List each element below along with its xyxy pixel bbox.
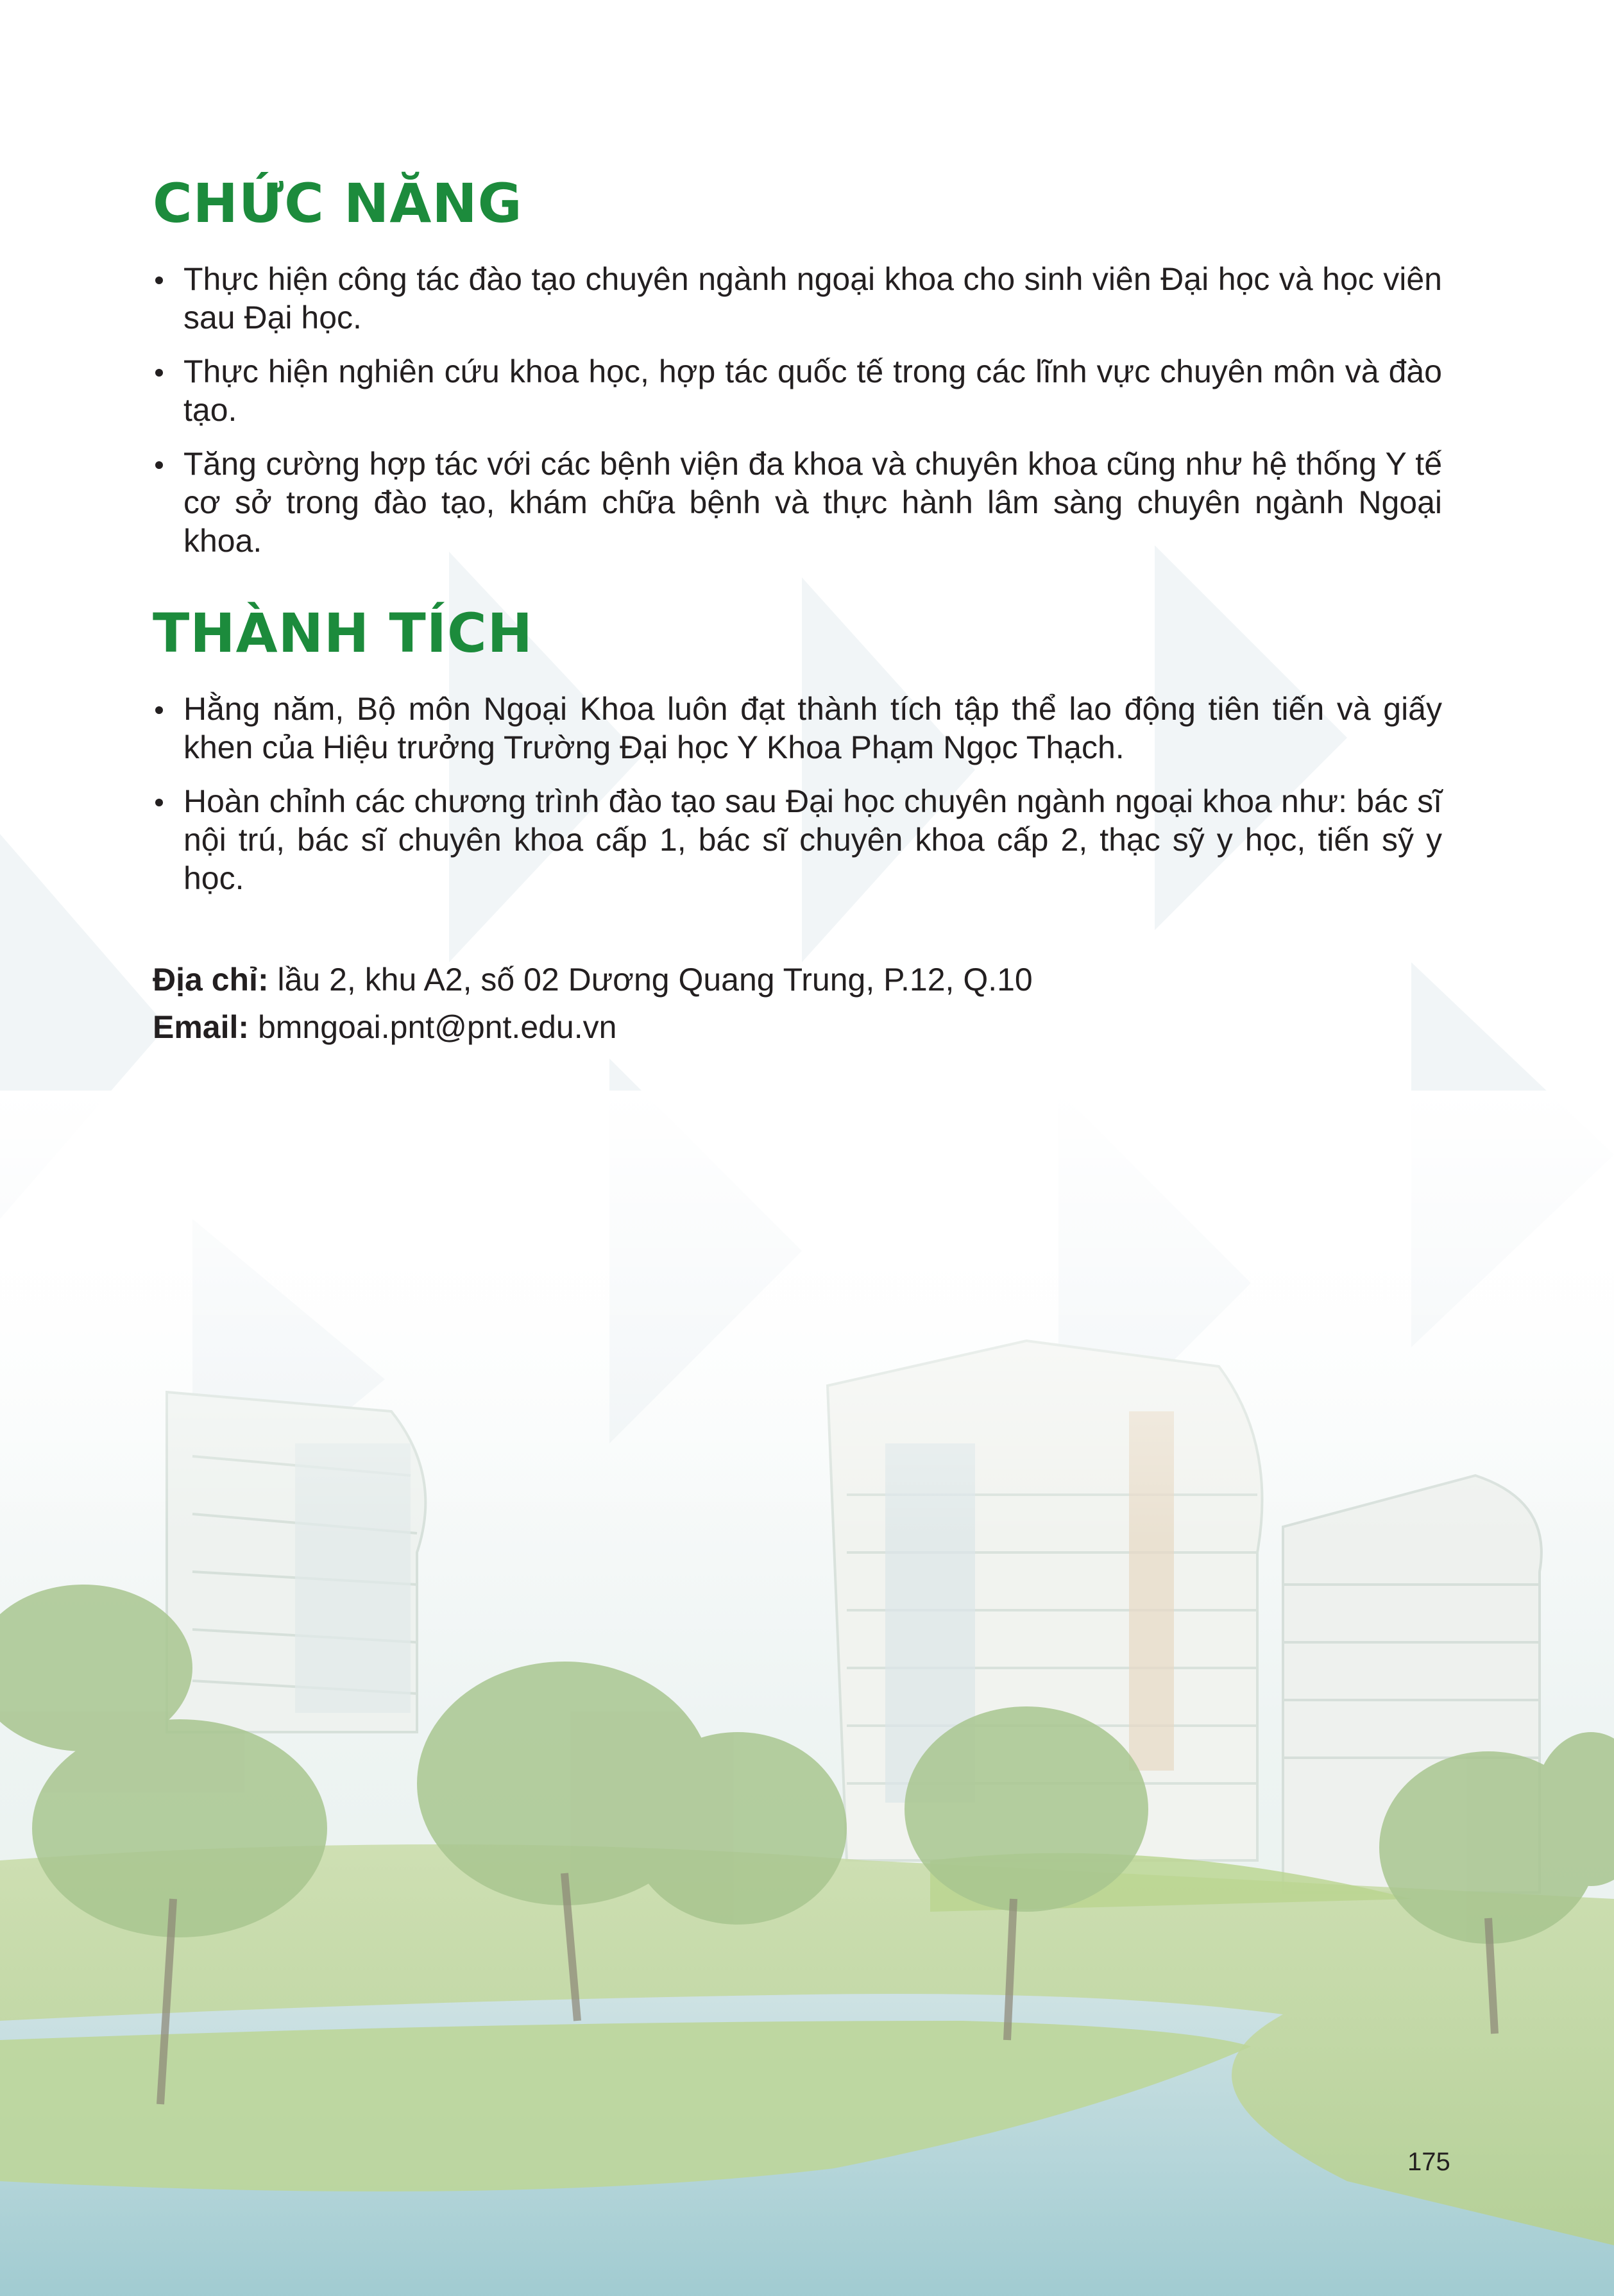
- address-line: [153, 956, 1033, 1003]
- email-label: Email:: [153, 1009, 250, 1045]
- list-item: Tăng cường hợp tác với các bệnh viện đa khoa và chuyên khoa cũng như hệ thống Y tế cơ sở trong đào tạo, khám chữa bệnh và thực hành lâm sàng chuyên ngành Ngoại khoa.: [153, 445, 1442, 560]
- list-item: Hoàn chỉnh các chương trình đào tạo sau Đại học chuyên ngành ngoại khoa như: bác sĩ nội trú, bác sĩ chuyên khoa cấp 1, bác sĩ chuyên khoa cấp 2, thạc sỹ y học, tiến sỹ y học.: [153, 782, 1442, 897]
- page-number: 175: [1407, 2148, 1450, 2176]
- chuc-nang-list: [153, 260, 1442, 575]
- list-item: Hằng năm, Bộ môn Ngoại Khoa luôn đạt thành tích tập thể lao động tiên tiến và giấy khen của Hiệu trưởng Trường Đại học Y Khoa Phạm Ngọc Thạch.: [153, 690, 1442, 767]
- address-value: lầu 2, khu A2, số 02 Dương Quang Trung, P.12, Q.10: [277, 962, 1033, 998]
- email-line: [153, 1003, 1033, 1051]
- list-item: Thực hiện công tác đào tạo chuyên ngành ngoại khoa cho sinh viên Đại học và học viên sau Đại học.: [153, 260, 1442, 337]
- contact-info: [153, 956, 1033, 1051]
- email-value[interactable]: bmngoai.pnt@pnt.edu.vn: [257, 1009, 617, 1045]
- thanh-tich-list: [153, 690, 1442, 913]
- address-label: Địa chỉ:: [153, 962, 269, 998]
- section-title-thanh-tich: THÀNH TÍCH: [153, 602, 533, 665]
- list-item: Thực hiện nghiên cứu khoa học, hợp tác quốc tế trong các lĩnh vực chuyên môn và đào tạo.: [153, 352, 1442, 429]
- section-title-chuc-nang: CHỨC NĂNG: [153, 172, 523, 235]
